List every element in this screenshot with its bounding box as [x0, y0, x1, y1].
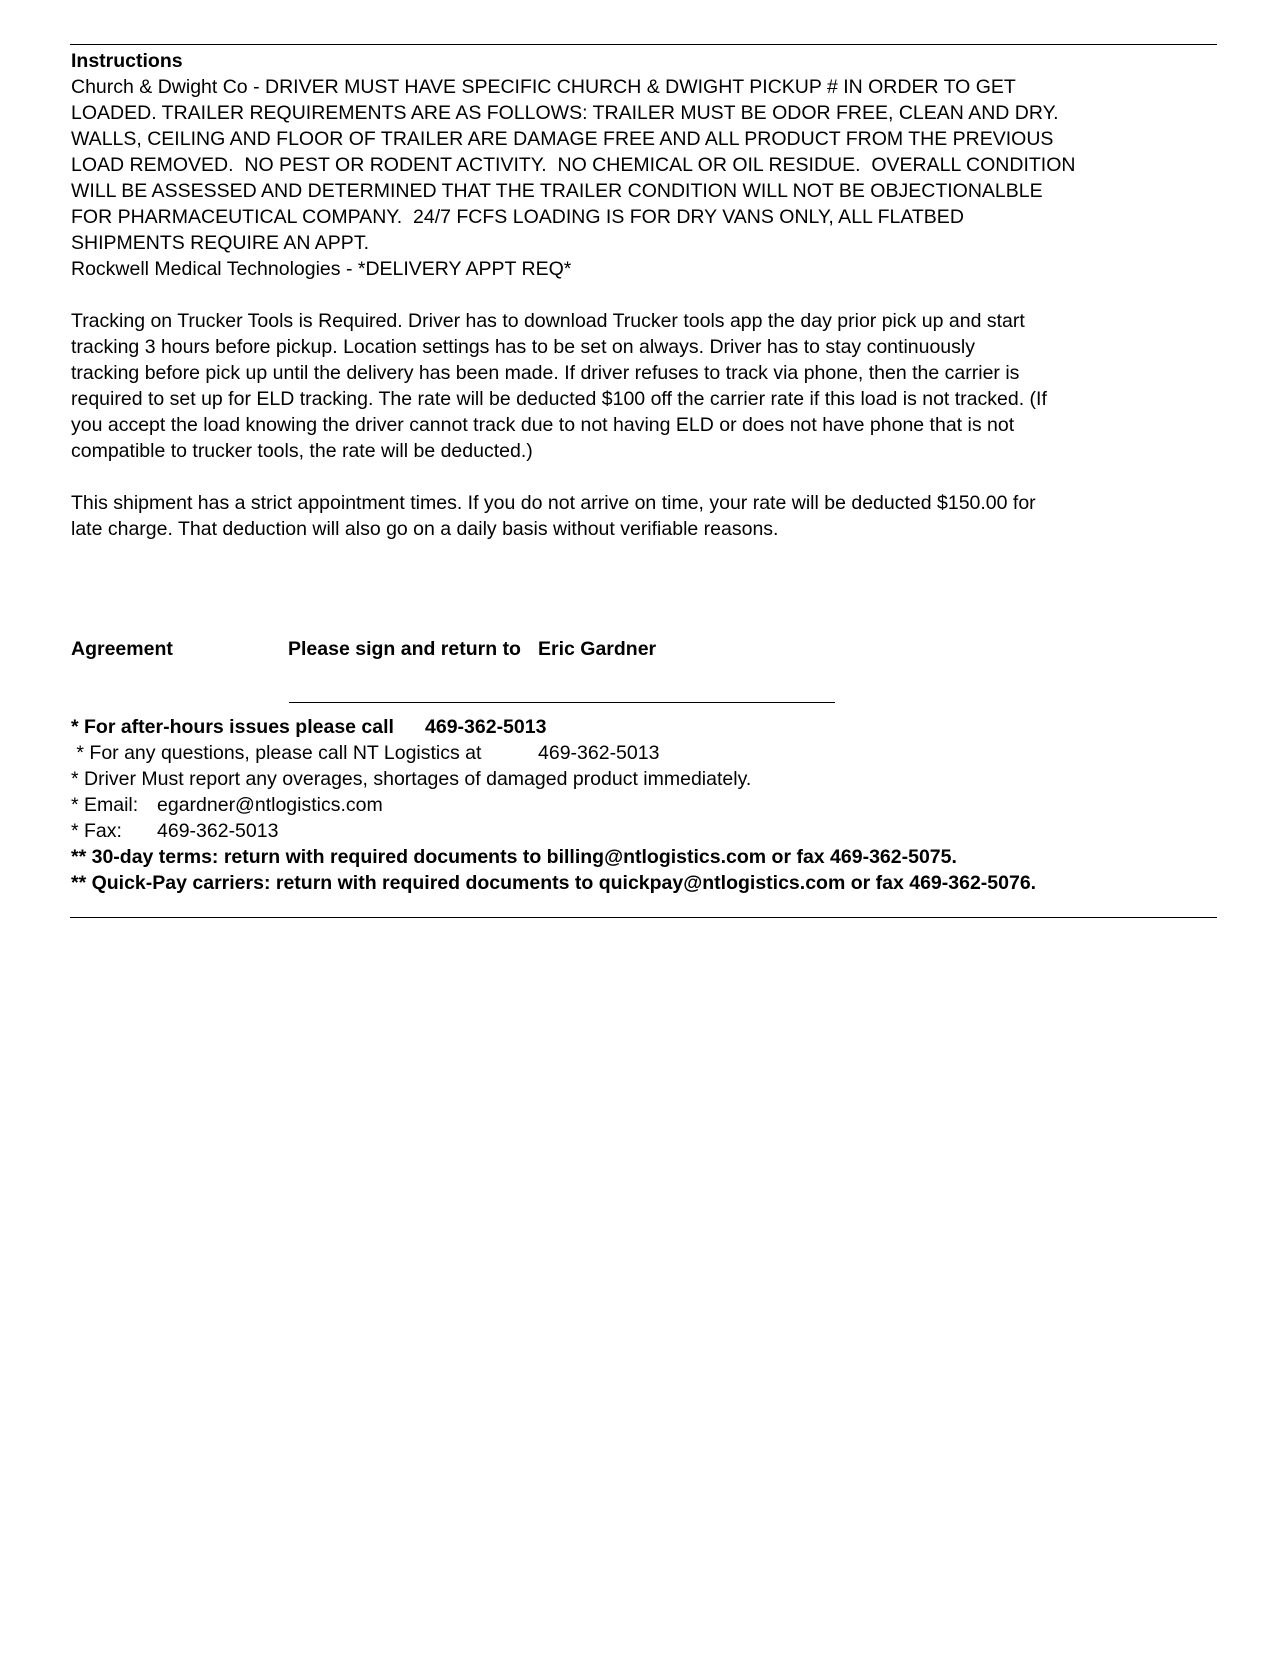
tracking-line-1: Tracking on Trucker Tools is Required. Driver has to download Trucker tools app the day prior pick up and start [71, 310, 1025, 332]
church-dwight-line-2: LOADED. TRAILER REQUIREMENTS ARE AS FOLLOWS: TRAILER MUST BE ODOR FREE, CLEAN AND DRY. [71, 102, 1059, 124]
tracking-line-2: tracking 3 hours before pickup. Location settings has to be set on always. Driver has to stay continuously [71, 336, 975, 358]
after-hours-label: * For after-hours issues please call [71, 716, 394, 738]
sign-return-text: Please sign and return to [288, 638, 521, 660]
church-dwight-line-6: FOR PHARMACEUTICAL COMPANY. 24/7 FCFS LOADING IS FOR DRY VANS ONLY, ALL FLATBED [71, 206, 964, 228]
church-dwight-line-7: SHIPMENTS REQUIRE AN APPT. [71, 232, 369, 254]
tracking-line-3: tracking before pick up until the delivery has been made. If driver refuses to track via phone, then the carrier is [71, 362, 1020, 384]
questions-phone: 469-362-5013 [538, 742, 660, 764]
fax-label: * Fax: [71, 820, 122, 842]
tracking-line-5: you accept the load knowing the driver cannot track due to not having ELD or does not have phone that is not [71, 414, 1015, 436]
signature-line[interactable] [289, 702, 835, 703]
church-dwight-line-5: WILL BE ASSESSED AND DETERMINED THAT THE TRAILER CONDITION WILL NOT BE OBJECTIONALBLE [71, 180, 1043, 202]
church-dwight-line-3: WALLS, CEILING AND FLOOR OF TRAILER ARE DAMAGE FREE AND ALL PRODUCT FROM THE PREVIOUS [71, 128, 1054, 150]
quick-pay-terms: ** Quick-Pay carriers: return with required documents to quickpay@ntlogistics.com or fax 469-362-5076. [71, 872, 1037, 894]
tracking-line-6: compatible to trucker tools, the rate will be deducted.) [71, 440, 533, 462]
email-value: egardner@ntlogistics.com [157, 794, 383, 816]
driver-report-note: * Driver Must report any overages, shortages of damaged product immediately. [71, 768, 752, 790]
contact-name: Eric Gardner [538, 638, 657, 660]
email-label: * Email: [71, 794, 139, 816]
church-dwight-line-4: LOAD REMOVED. NO PEST OR RODENT ACTIVITY. NO CHEMICAL OR OIL RESIDUE. OVERALL CONDITION [71, 154, 1076, 176]
fax-value: 469-362-5013 [157, 820, 279, 842]
instructions-heading: Instructions [71, 50, 183, 72]
church-dwight-line-1: Church & Dwight Co - DRIVER MUST HAVE SPECIFIC CHURCH & DWIGHT PICKUP # IN ORDER TO GET [71, 76, 1016, 98]
after-hours-phone: 469-362-5013 [425, 716, 547, 738]
top-divider [70, 44, 1217, 45]
questions-label: * For any questions, please call NT Logistics at [71, 742, 482, 764]
bottom-divider [70, 917, 1217, 918]
rockwell-line: Rockwell Medical Technologies - *DELIVERY APPT REQ* [71, 258, 572, 280]
agreement-label: Agreement [71, 638, 173, 660]
appointment-line-1: This shipment has a strict appointment times. If you do not arrive on time, your rate will be deducted $150.00 for [71, 492, 1036, 514]
tracking-line-4: required to set up for ELD tracking. The rate will be deducted $100 off the carrier rate if this load is not tracked. (If [71, 388, 1047, 410]
appointment-line-2: late charge. That deduction will also go on a daily basis without verifiable reasons. [71, 518, 779, 540]
terms-30-day: ** 30-day terms: return with required documents to billing@ntlogistics.com or fax 469-362-5075. [71, 846, 957, 868]
